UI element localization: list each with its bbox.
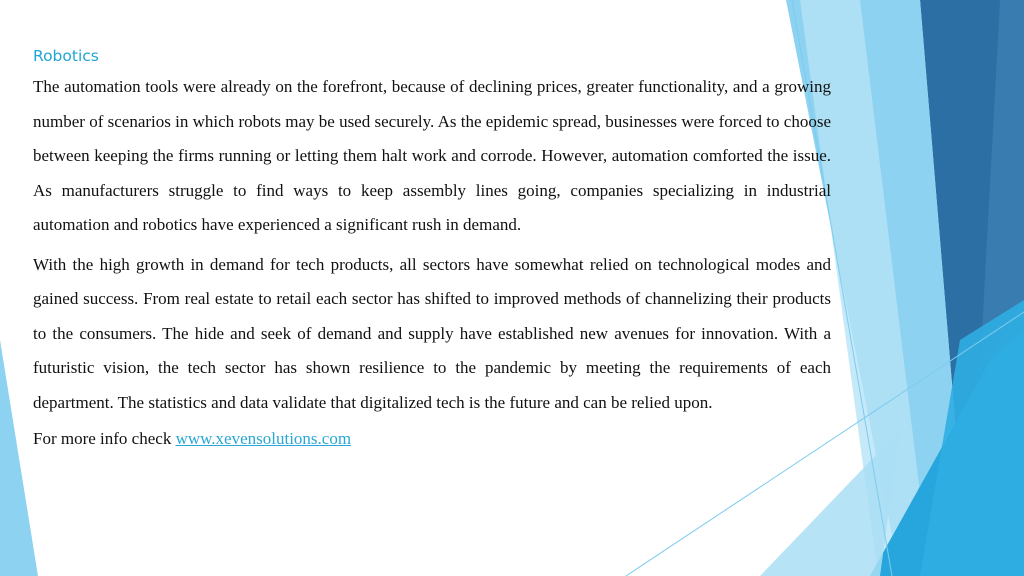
section-heading: Robotics <box>33 47 99 65</box>
paragraph-2: With the high growth in demand for tech products, all sectors have somewhat relied on technological modes and gained success. From real estate to retail each sector has shifted to improved methods of channelizing their products to the consumers. The hide and seek of demand and supply have established new avenues for innovation. With a futuristic vision, the tech sector has shown resilience to the pandemic by meeting the requirements of each department. The statistics and data validate that digitalized tech is the future and can be relied upon. <box>33 254 831 412</box>
content-area <box>33 44 831 456</box>
website-link[interactable]: www.xevensolutions.com <box>175 429 352 448</box>
more-info-prefix: For more info check <box>33 429 176 448</box>
more-info-line <box>33 422 831 456</box>
paragraph-1: The automation tools were already on the forefront, because of declining prices, greater functionality, and a growing number of scenarios in which robots may be used securely. As the epidemic spread, businesses were forced to choose between keeping the firms running or letting them halt work and corrode. However, automation comforted the issue. As manufacturers struggle to find ways to keep assembly lines going, companies specializing in industrial automation and robotics have experienced a significant rush in demand. <box>33 77 831 234</box>
